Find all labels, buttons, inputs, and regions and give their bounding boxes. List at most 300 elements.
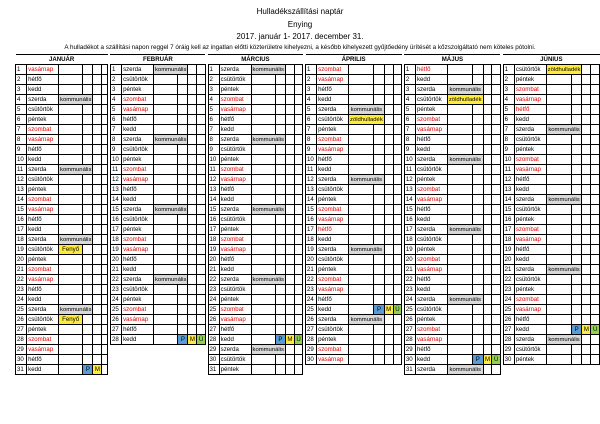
paper-bin-badge xyxy=(275,185,285,195)
day-name: szombat xyxy=(122,305,154,315)
collection-type xyxy=(447,205,472,215)
collection-type xyxy=(546,315,571,325)
empty-cell xyxy=(110,345,121,355)
day-name: hétfő xyxy=(27,145,59,155)
day-name: kedd xyxy=(514,185,546,195)
glass-bin-badge xyxy=(393,135,402,145)
plastic-bin-badge xyxy=(188,265,197,275)
glass-bin-badge xyxy=(492,225,501,235)
collection-type xyxy=(349,295,374,305)
paper-bin-badge xyxy=(275,95,285,105)
glass-bin-badge xyxy=(591,135,600,145)
plastic-bin-badge xyxy=(582,65,591,75)
glass-bin-badge xyxy=(294,145,303,155)
glass-bin-badge xyxy=(294,195,303,205)
collection-type xyxy=(59,205,83,215)
paper-bin-badge xyxy=(178,255,188,265)
paper-bin-badge xyxy=(374,225,385,235)
day-number: 13 xyxy=(16,185,27,195)
day-number: 25 xyxy=(110,305,121,315)
collection-type: kommunális xyxy=(447,365,483,375)
glass-bin-badge xyxy=(197,115,206,125)
day-row xyxy=(16,265,600,275)
paper-bin-badge xyxy=(275,255,285,265)
paper-bin-badge xyxy=(374,325,385,335)
day-number: 17 xyxy=(404,225,415,235)
plastic-bin-badge xyxy=(384,95,393,105)
day-number: 9 xyxy=(503,145,514,155)
glass-bin-badge xyxy=(591,345,600,355)
plastic-bin-badge xyxy=(188,225,197,235)
day-number: 8 xyxy=(110,135,121,145)
paper-bin-badge xyxy=(374,155,385,165)
day-name: csütörtök xyxy=(415,95,447,105)
paper-bin-badge xyxy=(473,65,484,75)
day-name: csütörtök xyxy=(317,325,349,335)
glass-bin-badge xyxy=(492,285,501,295)
day-name: szerda xyxy=(415,295,447,305)
day-number: 24 xyxy=(404,295,415,305)
day-name: szombat xyxy=(27,265,59,275)
collection-type xyxy=(447,165,472,175)
plastic-bin-badge xyxy=(582,145,591,155)
collection-type: kommunális xyxy=(349,175,385,185)
day-number: 12 xyxy=(503,175,514,185)
glass-bin-badge xyxy=(492,255,501,265)
day-number: 5 xyxy=(404,105,415,115)
collection-type xyxy=(349,165,374,175)
glass-bin-badge xyxy=(492,335,501,345)
plastic-bin-badge xyxy=(285,145,294,155)
paper-bin-badge xyxy=(473,215,484,225)
glass-bin-badge xyxy=(294,115,303,125)
day-row xyxy=(16,115,600,125)
collection-type: kommunális xyxy=(60,96,92,103)
month-header: MÁRCIUS xyxy=(208,55,303,65)
day-number: 6 xyxy=(208,115,219,125)
day-name: csütörtök xyxy=(219,215,251,225)
day-name: péntek xyxy=(514,215,546,225)
plastic-bin-badge xyxy=(483,155,492,165)
glass-bin-badge xyxy=(294,105,303,115)
day-name: vasárnap xyxy=(514,235,546,245)
glass-bin-badge xyxy=(393,345,402,355)
plastic-bin-badge xyxy=(384,175,393,185)
day-number: 26 xyxy=(503,315,514,325)
empty-cell xyxy=(178,345,188,355)
day-row xyxy=(16,135,600,145)
collection-type xyxy=(59,145,83,155)
glass-bin-badge xyxy=(591,355,600,365)
collection-type xyxy=(251,235,275,245)
day-name: vasárnap xyxy=(317,75,349,85)
day-number: 22 xyxy=(16,275,27,285)
glass-bin-badge xyxy=(393,275,402,285)
collection-type xyxy=(546,235,571,245)
plastic-bin-badge xyxy=(483,125,492,135)
day-number: 29 xyxy=(404,345,415,355)
day-number: 22 xyxy=(404,275,415,285)
day-number: 14 xyxy=(16,195,27,205)
glass-bin-badge xyxy=(492,365,501,375)
paper-bin-badge xyxy=(473,115,484,125)
day-name: csütörtök xyxy=(415,235,447,245)
day-number: 28 xyxy=(16,335,27,345)
day-number: 28 xyxy=(404,335,415,345)
paper-bin-badge xyxy=(83,295,93,305)
collection-type xyxy=(251,305,275,315)
collection-type xyxy=(447,325,472,335)
day-name: szombat xyxy=(122,95,154,105)
day-number: 15 xyxy=(208,205,219,215)
glass-bin-badge xyxy=(591,305,600,315)
glass-bin-badge xyxy=(492,265,501,275)
empty-cell xyxy=(514,365,546,375)
day-name: péntek xyxy=(415,105,447,115)
collection-type xyxy=(447,315,472,325)
day-number: 19 xyxy=(404,245,415,255)
day-number: 1 xyxy=(110,65,121,75)
paper-bin-badge xyxy=(473,255,484,265)
paper-bin-badge xyxy=(571,245,582,255)
empty-cell xyxy=(110,355,121,365)
paper-bin-badge xyxy=(83,65,93,75)
paper-bin-badge: P xyxy=(473,355,484,365)
day-name: vasárnap xyxy=(415,125,447,135)
collection-type xyxy=(349,215,374,225)
day-name: kedd xyxy=(415,215,447,225)
plastic-bin-badge xyxy=(188,285,197,295)
plastic-bin-badge xyxy=(384,255,393,265)
plastic-bin-badge xyxy=(93,175,102,185)
collection-type xyxy=(153,295,177,305)
collection-type: kommunális xyxy=(546,265,582,275)
collection-type xyxy=(59,295,83,305)
collection-type xyxy=(546,165,571,175)
collection-type xyxy=(349,345,374,355)
plastic-bin-badge xyxy=(582,345,591,355)
day-number: 23 xyxy=(306,285,317,295)
day-number: 25 xyxy=(404,305,415,315)
glass-bin-badge xyxy=(591,265,600,275)
collection-type: kommunális xyxy=(154,66,187,73)
day-name: szombat xyxy=(415,115,447,125)
day-number: 11 xyxy=(110,165,121,175)
plastic-bin-badge xyxy=(285,235,294,245)
collection-type xyxy=(447,185,472,195)
day-row xyxy=(16,205,600,215)
day-name: csütörtök xyxy=(122,145,154,155)
day-number: 5 xyxy=(306,105,317,115)
paper-bin-badge xyxy=(83,255,93,265)
plastic-bin-badge xyxy=(582,265,591,275)
plastic-bin-badge xyxy=(188,85,197,95)
day-name: kedd xyxy=(317,95,349,105)
empty-cell xyxy=(349,365,374,375)
day-number: 31 xyxy=(404,365,415,375)
plastic-bin-badge xyxy=(188,195,197,205)
day-name: csütörtök xyxy=(122,75,154,85)
day-name: vasárnap xyxy=(122,245,154,255)
day-name: kedd xyxy=(415,355,447,365)
day-number: 3 xyxy=(503,85,514,95)
plastic-bin-badge xyxy=(483,365,492,375)
paper-bin-badge xyxy=(83,315,93,325)
paper-bin-badge xyxy=(571,205,582,215)
glass-bin-badge xyxy=(492,115,501,125)
day-name: csütörtök xyxy=(219,145,251,155)
paper-bin-badge xyxy=(473,185,484,195)
plastic-bin-badge xyxy=(188,145,197,155)
empty-cell xyxy=(153,355,177,365)
day-name: hétfő xyxy=(317,85,349,95)
collection-type xyxy=(447,285,472,295)
collection-type xyxy=(349,95,374,105)
plastic-bin-badge xyxy=(582,105,591,115)
collection-type: kommunális xyxy=(154,206,187,213)
collection-type xyxy=(447,65,472,75)
document-title: Hulladékszállítási naptár xyxy=(256,7,344,16)
collection-type xyxy=(546,155,571,165)
day-number: 6 xyxy=(503,115,514,125)
day-name: szerda xyxy=(27,95,59,105)
day-number: 16 xyxy=(110,215,121,225)
plastic-bin-badge xyxy=(285,125,294,135)
collection-type xyxy=(59,115,83,125)
day-name: kedd xyxy=(415,145,447,155)
day-row xyxy=(16,275,600,285)
plastic-bin-badge xyxy=(384,335,393,345)
collection-type xyxy=(59,225,83,235)
collection-type: kommunális xyxy=(447,85,483,95)
glass-bin-badge xyxy=(393,155,402,165)
paper-bin-badge xyxy=(473,135,484,145)
glass-bin-badge xyxy=(492,135,501,145)
day-name: péntek xyxy=(219,155,251,165)
day-number: 2 xyxy=(110,75,121,85)
paper-bin-badge xyxy=(178,265,188,275)
paper-bin-badge xyxy=(473,335,484,345)
day-number: 21 xyxy=(16,265,27,275)
paper-bin-badge xyxy=(374,135,385,145)
glass-bin-badge xyxy=(492,245,501,255)
collection-type xyxy=(546,225,571,235)
glass-bin-badge xyxy=(294,245,303,255)
day-number: 15 xyxy=(110,205,121,215)
day-number: 12 xyxy=(208,175,219,185)
day-number: 11 xyxy=(404,165,415,175)
day-name: szerda xyxy=(415,225,447,235)
paper-bin-badge xyxy=(178,115,188,125)
glass-bin-badge xyxy=(294,165,303,175)
collection-type xyxy=(447,235,472,245)
glass-bin-badge xyxy=(492,175,501,185)
collection-type: kommunális xyxy=(349,245,385,255)
collection-type: kommunális xyxy=(447,225,483,235)
plastic-bin-badge xyxy=(93,225,102,235)
day-number: 9 xyxy=(208,145,219,155)
paper-bin-badge xyxy=(374,95,385,105)
collection-type xyxy=(447,275,472,285)
day-number: 9 xyxy=(404,145,415,155)
plastic-bin-badge xyxy=(285,215,294,225)
plastic-bin-badge xyxy=(582,85,591,95)
glass-bin-badge xyxy=(294,85,303,95)
day-name: péntek xyxy=(122,225,154,235)
day-name: hétfő xyxy=(317,295,349,305)
paper-bin-badge xyxy=(178,315,188,325)
plastic-bin-badge xyxy=(483,245,492,255)
empty-cell xyxy=(178,365,188,375)
day-number: 6 xyxy=(16,115,27,125)
plastic-bin-badge: M xyxy=(583,325,589,333)
day-name: péntek xyxy=(514,145,546,155)
collection-type xyxy=(153,285,177,295)
paper-bin-badge xyxy=(275,105,285,115)
paper-bin-badge xyxy=(83,265,93,275)
paper-bin-badge xyxy=(374,295,385,305)
collection-type xyxy=(447,175,472,185)
day-name: hétfő xyxy=(219,325,251,335)
collection-type xyxy=(153,235,177,245)
plastic-bin-badge xyxy=(93,325,102,335)
glass-bin-badge xyxy=(492,315,501,325)
day-name: kedd xyxy=(219,335,251,345)
glass-bin-badge xyxy=(492,125,501,135)
collection-type xyxy=(251,265,275,275)
collection-type xyxy=(251,75,275,85)
day-name: szombat xyxy=(514,295,546,305)
plastic-bin-badge xyxy=(483,335,492,345)
day-name: kedd xyxy=(415,75,447,85)
collection-type xyxy=(349,155,374,165)
glass-bin-badge xyxy=(294,95,303,105)
day-name: szombat xyxy=(415,325,447,335)
day-number: 7 xyxy=(16,125,27,135)
plastic-bin-badge xyxy=(285,275,294,285)
plastic-bin-badge xyxy=(582,305,591,315)
collection-type xyxy=(349,305,374,315)
plastic-bin-badge xyxy=(582,335,591,345)
glass-bin-badge xyxy=(393,125,402,135)
day-number: 28 xyxy=(503,335,514,345)
plastic-bin-badge xyxy=(285,95,294,105)
day-name: péntek xyxy=(514,355,546,365)
paper-bin-badge xyxy=(83,345,93,355)
collection-type xyxy=(546,295,571,305)
collection-type xyxy=(59,175,83,185)
day-name: vasárnap xyxy=(219,315,251,325)
glass-bin-badge: Ü xyxy=(197,335,206,345)
collection-type xyxy=(59,335,83,345)
day-number: 11 xyxy=(16,165,27,175)
plastic-bin-badge xyxy=(93,235,102,245)
day-name: szerda xyxy=(514,335,546,345)
day-name: csütörtök xyxy=(514,345,546,355)
glass-bin-badge xyxy=(294,345,303,355)
day-name: hétfő xyxy=(317,155,349,165)
collection-type xyxy=(447,215,472,225)
collection-type xyxy=(349,285,374,295)
plastic-bin-badge: M xyxy=(189,335,195,343)
plastic-bin-badge xyxy=(384,315,393,325)
glass-bin-badge xyxy=(492,295,501,305)
collection-type xyxy=(349,75,374,85)
glass-bin-badge: Ü xyxy=(393,305,402,315)
glass-bin-badge xyxy=(492,75,501,85)
paper-bin-badge xyxy=(374,215,385,225)
glass-bin-badge xyxy=(591,75,600,85)
day-name: szerda xyxy=(514,195,546,205)
paper-bin-badge xyxy=(571,215,582,225)
plastic-bin-badge xyxy=(93,305,102,315)
day-number: 10 xyxy=(503,155,514,165)
day-name: kedd xyxy=(415,285,447,295)
collection-type: kommunális xyxy=(349,105,385,115)
plastic-bin-badge xyxy=(483,65,492,75)
glass-bin-badge xyxy=(294,135,303,145)
day-name: csütörtök xyxy=(415,165,447,175)
empty-cell xyxy=(122,365,154,375)
collection-type xyxy=(546,245,571,255)
collection-type xyxy=(251,295,275,305)
day-number: 19 xyxy=(306,245,317,255)
collection-type xyxy=(59,255,83,265)
day-row xyxy=(16,185,600,195)
day-number: 23 xyxy=(503,285,514,295)
plastic-bin-badge xyxy=(483,275,492,285)
collection-type xyxy=(153,105,177,115)
paper-bin-badge xyxy=(571,185,582,195)
day-number: 23 xyxy=(208,285,219,295)
paper-bin-badge xyxy=(374,275,385,285)
day-name: hétfő xyxy=(514,175,546,185)
plastic-bin-badge xyxy=(285,325,294,335)
plastic-bin-badge xyxy=(384,225,393,235)
plastic-bin-badge xyxy=(188,125,197,135)
paper-bin-badge xyxy=(178,145,188,155)
paper-bin-badge: P xyxy=(571,325,582,335)
plastic-bin-badge xyxy=(384,295,393,305)
empty-cell xyxy=(110,365,121,375)
day-name: szerda xyxy=(122,275,154,285)
day-name: vasárnap xyxy=(415,335,447,345)
paper-bin-badge xyxy=(473,125,484,135)
glass-bin-badge xyxy=(591,215,600,225)
paper-bin-badge xyxy=(178,125,188,135)
plastic-bin-badge xyxy=(384,145,393,155)
collection-type xyxy=(59,265,83,275)
plastic-bin-badge xyxy=(285,155,294,165)
paper-bin-badge xyxy=(571,355,582,365)
glass-bin-badge xyxy=(492,65,501,75)
glass-bin-badge xyxy=(492,205,501,215)
location-name: Enying xyxy=(287,20,313,29)
day-name: szombat xyxy=(27,125,59,135)
glass-bin-badge xyxy=(393,105,402,115)
plastic-bin-badge xyxy=(93,345,102,355)
glass-bin-badge xyxy=(591,275,600,285)
day-name: vasárnap xyxy=(317,215,349,225)
collection-type: kommunális xyxy=(447,295,483,305)
collection-type xyxy=(349,185,374,195)
day-name: péntek xyxy=(514,285,546,295)
day-name: csütörtök xyxy=(514,275,546,285)
glass-bin-badge xyxy=(492,275,501,285)
collection-type xyxy=(447,335,472,345)
day-number: 30 xyxy=(306,355,317,365)
day-row xyxy=(16,335,600,345)
